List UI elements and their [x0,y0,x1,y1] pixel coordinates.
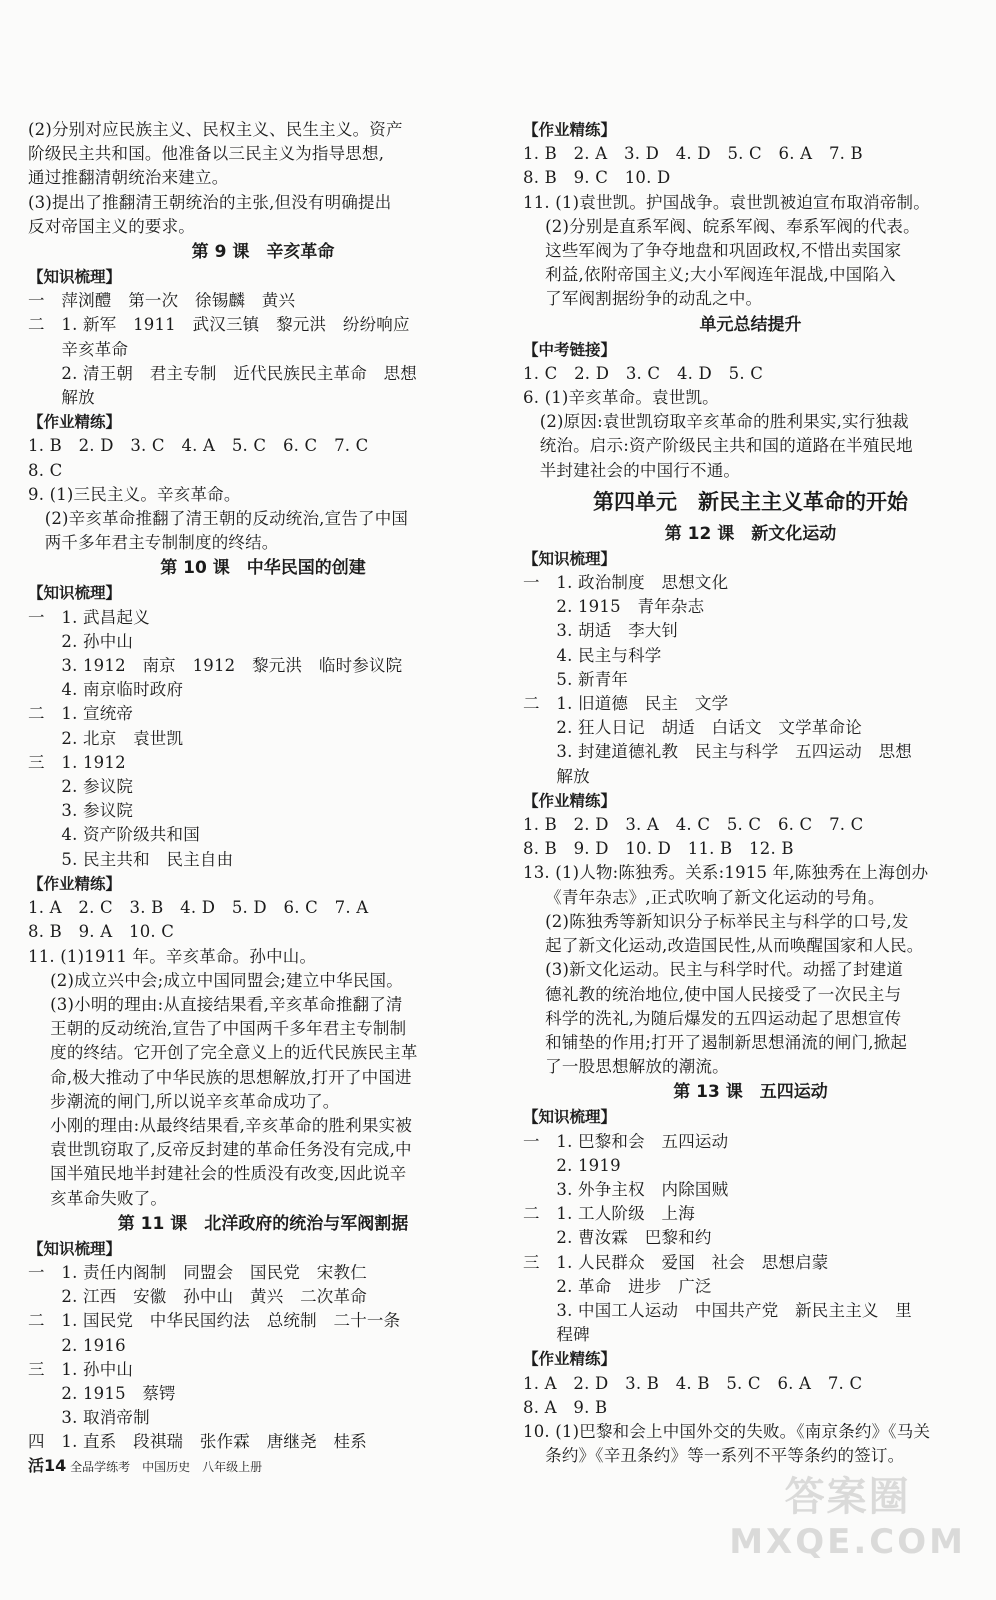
text-line: 二 1. 宣统帝 [28,704,134,724]
text-line: 度的终结。它开创了完全意义上的近代民族民主革 [28,1043,418,1063]
text-line: 11. (1)袁世凯。护国战争。袁世凯被迫宣布取消帝制。 [523,192,930,212]
text-line: 2. 1916 [28,1335,126,1355]
text-line: 8. A 9. B [523,1397,608,1417]
section-heading: 【作业精练】 [523,1350,617,1369]
section-heading: 【作业精练】 [523,121,617,139]
text-line: 3. 参议院 [28,801,134,821]
text-line: 1. B 2. D 3. A 4. C 5. C 6. C 7. C [523,815,864,835]
text-line: (2)辛亥革命推翻了清王朝的反动统治,宣告了中国 [28,509,409,529]
text-line: 了一股思想解放的潮流。 [523,1057,729,1077]
text-line: 《青年杂志》,正式吹响了新文化运动的号角。 [523,887,885,907]
text-line: 3. 1912 南京 1912 黎元洪 临时参议院 [28,656,403,676]
watermark-logo [729,1465,966,1562]
text-line: 1. A 2. C 3. B 4. D 5. D 6. C 7. A [28,898,369,918]
text-line: 袁世凯窃取了,反帝反封建的革命任务没有完成,中 [28,1140,412,1160]
text-line: 利益,依附帝国主义;大小军阀连年混战,中国陷入 [523,265,896,285]
text-line: 1. C 2. D 3. C 4. D 5. C [523,363,764,383]
text-line: 解放 [28,388,95,408]
text-line: 辛亥革命 [28,339,129,359]
text-line: 王朝的反动统治,宣告了中国两千多年君主专制制 [28,1019,407,1039]
text-line: 3. 中国工人运动 中国共产党 新民主主义 里 [523,1300,912,1320]
left-column [28,118,498,1455]
text-line: 两千多年君主专制制度的终结。 [28,533,279,553]
text-line: 10. (1)巴黎和会上中国外交的失败。《南京条约》《马关 [523,1421,931,1441]
text-line: 亥革命失败了。 [28,1188,168,1208]
right-column [523,118,978,1468]
text-line: 2. 参议院 [28,777,134,797]
text-line: 3. 胡适 李大钊 [523,621,679,641]
text-line: 2. 江西 安徽 孙中山 黄兴 二次革命 [28,1287,367,1307]
text-line: 三 1. 人民群众 爱国 社会 思想启蒙 [523,1252,829,1272]
text-line: 8. B 9. A 10. C [28,922,175,942]
text-line: 13. (1)人物:陈独秀。关系:1915 年,陈独秀在上海创办 [523,863,929,883]
text-line: 2. 1919 [523,1155,621,1175]
text-line: 1. B 2. D 3. C 4. A 5. C 6. C 7. C [28,436,369,456]
text-line: 了军阀割据纷争的动乱之中。 [523,289,763,309]
text-line: 4. 南京临时政府 [28,680,184,700]
text-line: 5. 民主共和 民主自由 [28,849,234,869]
text-line: 11. (1)1911 年。辛亥革命。孙中山。 [28,946,317,966]
lesson-title: 第 11 课 北洋政府的统治与军阀割据 [117,1213,409,1234]
text-line: 2. 北京 袁世凯 [28,728,184,748]
text-line: 1. A 2. D 3. B 4. B 5. C 6. A 7. C [523,1373,863,1393]
text-line: 一 1. 巴黎和会 五四运动 [523,1131,729,1151]
text-line: 条约》《辛丑条约》等一系列不平等条约的签订。 [523,1446,905,1466]
text-line: 2. 革命 进步 广泛 [523,1276,712,1296]
text-line: 4. 民主与科学 [523,645,662,665]
section-heading: 【知识梳理】 [28,268,122,287]
book-title: 全品学练考 中国历史 八年级上册 [70,1460,263,1474]
text-line: 科学的洗礼,为随后爆发的五四运动起了思想宣传 [523,1008,902,1028]
text-line: 三 1. 孙中山 [28,1359,134,1379]
text-line: 1. B 2. A 3. D 4. D 5. C 6. A 7. B [523,144,863,164]
text-line: 2. 狂人日记 胡适 白话文 文学革命论 [523,718,862,738]
text-line: 8. B 9. C 10. D [523,168,671,188]
text-line: 半封建社会的中国行不通。 [523,460,741,480]
text-line: 阶级民主共和国。他准备以三民主义为指导思想, [28,144,385,164]
text-line: (2)分别对应民族主义、民权主义、民生主义。资产 [28,120,403,139]
text-line: 步潮流的闸门,所以说辛亥革命成功了。 [28,1091,340,1111]
section-heading: 【知识梳理】 [523,549,617,568]
text-line: 8. C [28,460,63,480]
text-line: (2)成立兴中会;成立中国同盟会;建立中华民国。 [28,970,403,990]
text-line: 国半殖民地半封建社会的性质没有改变,因此说辛 [28,1164,407,1184]
text-line: 一 1. 责任内阁制 同盟会 国民党 宋教仁 [28,1262,367,1282]
text-line: 二 1. 新军 1911 武汉三镇 黎元洪 纷纷响应 [28,315,410,335]
text-line: 小刚的理由:从最终结果看,辛亥革命的胜利果实被 [28,1115,413,1135]
text-line: 程碑 [523,1325,590,1345]
lesson-title: 第 13 课 五四运动 [673,1082,828,1103]
text-line: 二 1. 旧道德 民主 文学 [523,694,729,714]
section-heading: 【作业精练】 [28,874,122,893]
text-line: 3. 封建道德礼教 民主与科学 五四运动 思想 [523,742,912,762]
section-heading: 【知识梳理】 [523,1108,617,1127]
text-line: 一 1. 政治制度 思想文化 [523,573,729,593]
watermark-text: 答案圈 [784,1474,911,1520]
text-line: 8. B 9. D 10. D 11. B 12. B [523,839,794,859]
text-line: 反对帝国主义的要求。 [28,216,195,236]
page-footer [28,1453,262,1476]
text-line: 这些军阀为了争夺地盘和巩固政权,不惜出卖国家 [523,241,902,261]
section-heading: 【中考链接】 [523,340,617,359]
text-line: 起了新文化运动,改造国民性,从而唤醒国家和人民。 [523,936,924,956]
text-line: 统治。启示:资产阶级民主共和国的道路在半殖民地 [523,436,913,456]
text-line: 2. 曹汝霖 巴黎和约 [523,1228,712,1248]
text-line: 二 1. 工人阶级 上海 [523,1204,695,1224]
text-line: (3)新文化运动。民主与科学时代。动摇了封建道 [523,960,904,980]
text-line: (2)分别是直系军阀、皖系军阀、奉系军阀的代表。 [523,216,920,236]
text-line: 3. 取消帝制 [28,1408,150,1428]
text-line: 2. 清王朝 君主专制 近代民族民主革命 思想 [28,363,417,383]
lesson-title: 第 9 课 辛亥革命 [191,242,335,263]
text-line: 和铺垫的作用;打开了遏制新思想涌流的闸门,掀起 [523,1032,908,1052]
text-line: 6. (1)辛亥革命。袁世凯。 [523,388,719,408]
text-line: 2. 1915 蔡锷 [28,1383,176,1403]
text-line: 一 萍浏醴 第一次 徐锡麟 黄兴 [28,291,296,311]
text-line: 2. 孙中山 [28,631,134,651]
text-line: 一 1. 武昌起义 [28,607,150,627]
text-line: 四 1. 直系 段祺瑞 张作霖 唐继尧 桂系 [28,1432,367,1452]
text-line: 命,极大推动了中华民族的思想解放,打开了中国进 [28,1067,412,1087]
unit-title: 第四单元 新民主主义革命的开始 [593,489,908,514]
text-line: (2)原因:袁世凯窃取辛亥革命的胜利果实,实行独裁 [523,412,909,432]
text-line: 德礼教的统治地位,使中国人民接受了一次民主与 [523,984,902,1004]
text-line: 三 1. 1912 [28,752,126,772]
text-line: 4. 资产阶级共和国 [28,825,200,845]
text-line: (2)陈独秀等新知识分子标举民主与科学的口号,发 [523,911,909,931]
lesson-title: 单元总结提升 [699,314,802,335]
text-line: 2. 1915 青年杂志 [523,597,705,617]
watermark-url: MXQE.COM [729,1522,966,1562]
page-number: 活14 [28,1456,67,1475]
text-line: 3. 外争主权 内除国贼 [523,1179,729,1199]
text-line: 9. (1)三民主义。辛亥革命。 [28,484,241,504]
lesson-title: 第 10 课 中华民国的创建 [160,558,366,579]
text-line: 5. 新青年 [523,669,629,689]
section-heading: 【作业精练】 [523,791,617,810]
text-line: 解放 [523,766,590,786]
text-line: 通过推翻清朝统治来建立。 [28,168,229,188]
section-heading: 【作业精练】 [28,413,122,432]
text-line: 二 1. 国民党 中华民国约法 总统制 二十一条 [28,1311,401,1331]
lesson-title: 第 12 课 新文化运动 [664,523,837,544]
section-heading: 【知识梳理】 [28,584,122,603]
text-line: (3)小明的理由:从直接结果看,辛亥革命推翻了清 [28,994,403,1014]
section-heading: 【知识梳理】 [28,1239,122,1258]
text-line: (3)提出了推翻清王朝统治的主张,但没有明确提出 [28,192,392,212]
